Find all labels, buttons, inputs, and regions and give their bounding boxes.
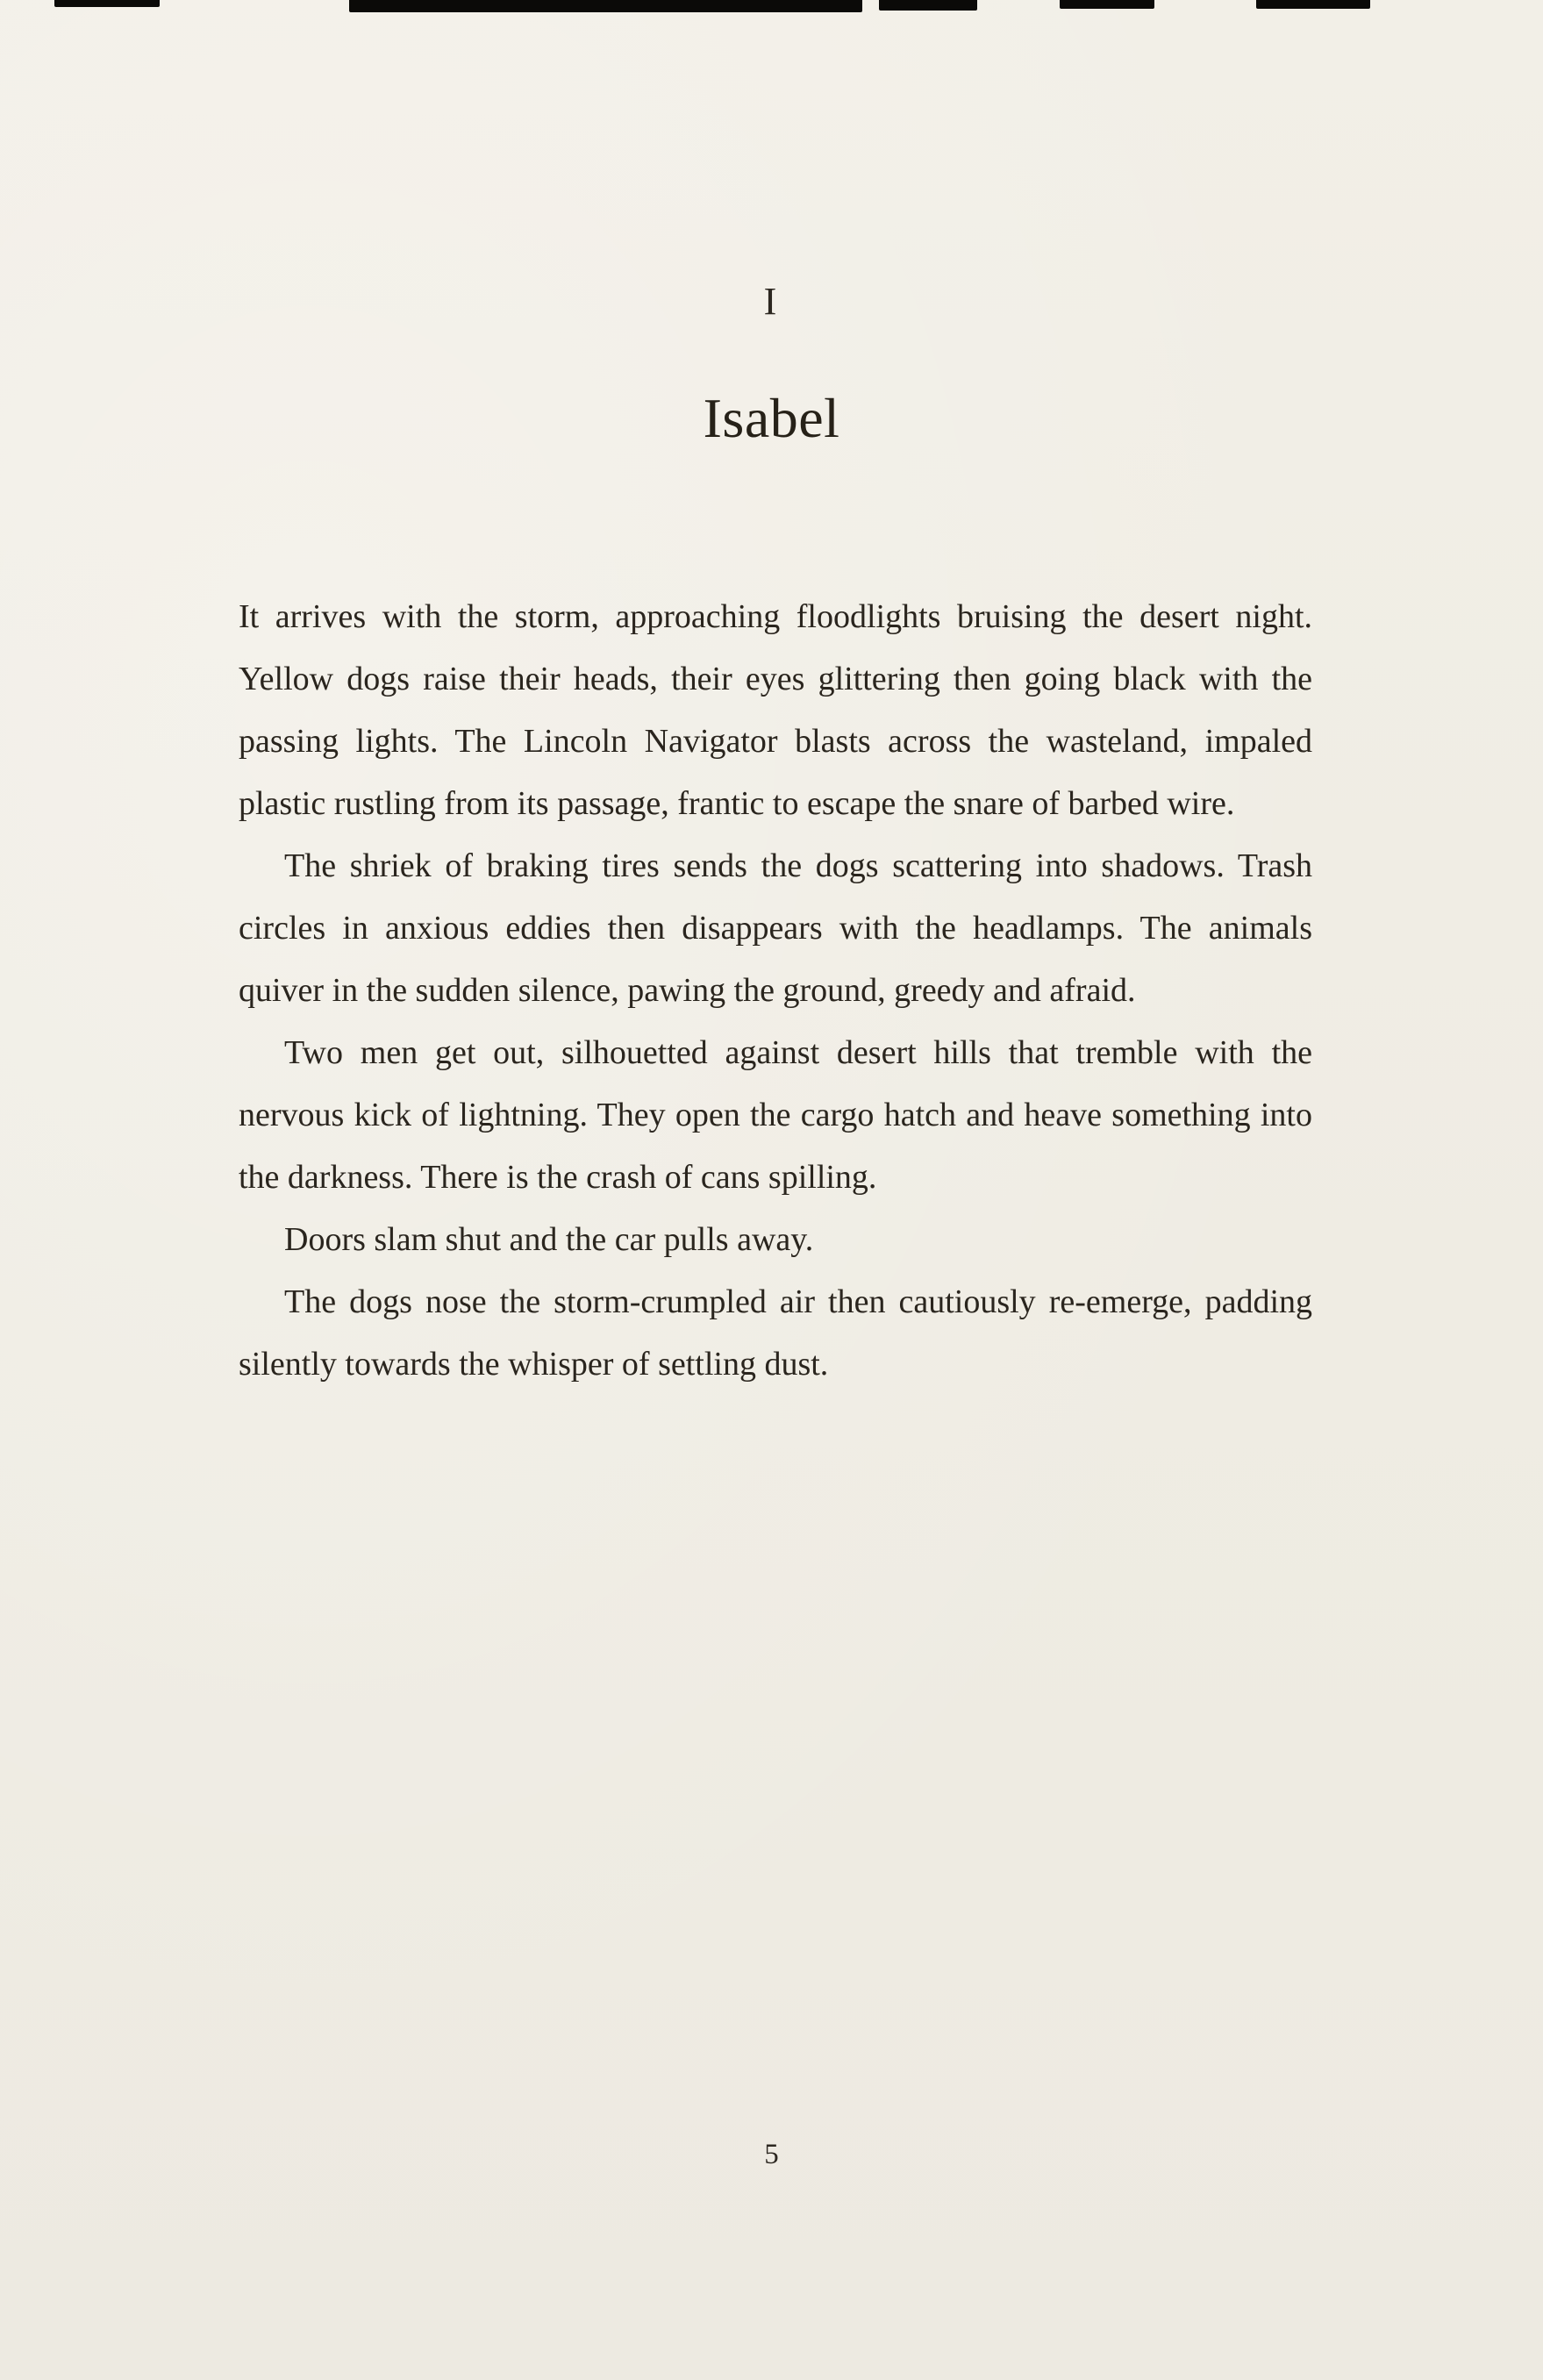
page-number: 5 xyxy=(764,2139,779,2170)
paragraph: Two men get out, silhouetted against desert hills that tremble with the nervous kick of lightning. They open the cargo hatch and heave something into the darkness. There is the crash of cans spilling. xyxy=(239,1034,1312,1196)
body-text xyxy=(239,586,1312,1396)
scan-artifact xyxy=(1256,0,1370,9)
paragraph: The shriek of braking tires sends the dogs scattering into shadows. Trash circles in anxious eddies then disappears with the headlamps. The animals quiver in the sudden silence, pawing the ground, greedy and afraid. xyxy=(239,847,1312,1009)
scan-artifact xyxy=(1060,0,1154,9)
paragraph: It arrives with the storm, approaching floodlights bruising the desert night. Yellow dogs raise their heads, their eyes glittering then going black with the passing lights. The Lincoln Navigator blasts across the wasteland, impaled plastic rustling from its passage, frantic to escape the snare of barbed wire. xyxy=(239,598,1312,822)
scan-artifact xyxy=(54,0,160,7)
chapter-number: I xyxy=(763,280,780,323)
chapter-title: Isabel xyxy=(703,387,840,449)
paragraph: Doors slam shut and the car pulls away. xyxy=(284,1221,814,1258)
scan-artifact xyxy=(349,0,862,12)
paragraph: The dogs nose the storm-crumpled air then cautiously re-emerge, padding silently towards the whisper of settling dust. xyxy=(239,1283,1312,1383)
scan-artifact xyxy=(879,0,977,11)
